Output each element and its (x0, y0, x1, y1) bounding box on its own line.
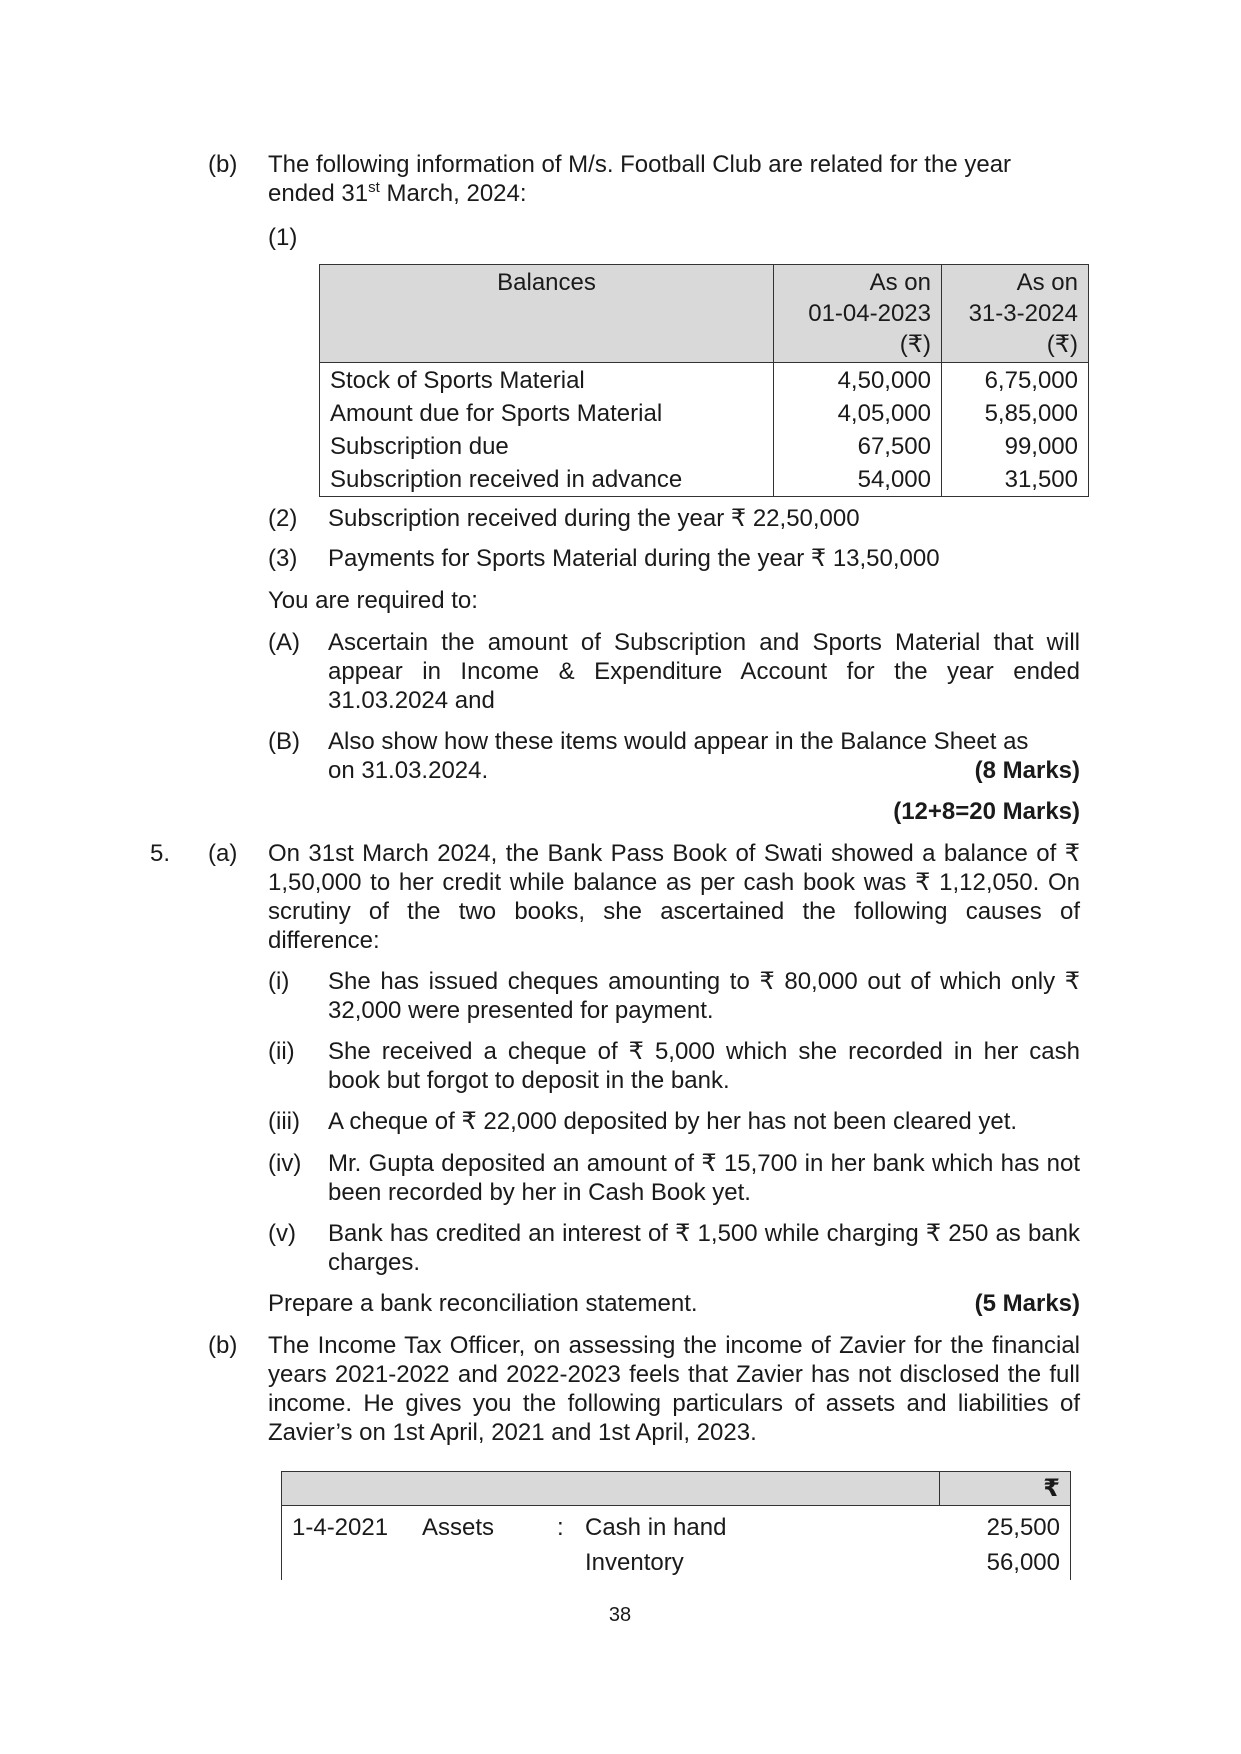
item-A-text: Ascertain the amount of Subscription and Sports Material that will appear in Income & Expenditure Account for the year ended 31.03.2024 and (328, 629, 1080, 714)
q4b-intro-line1: The following information of M/s. Football Club are related for the year (268, 151, 1012, 178)
prepare-text: Prepare a bank reconciliation statement. (268, 1290, 698, 1317)
row-amount: 56,000 (940, 1545, 1071, 1580)
row-colon (547, 1545, 575, 1580)
item-A-label: (A) (268, 629, 300, 656)
q4b-label: (b) (208, 151, 238, 178)
currency-header: ₹ (940, 1472, 1071, 1506)
q4b-marks: (8 Marks) (974, 757, 1080, 784)
row-item: Amount due for Sports Material (320, 397, 774, 430)
list-item-label: (iv) (268, 1150, 302, 1177)
q5b-text: The Income Tax Officer, on assessing the income of Zavier for the financial years 2021-2022 and 2022-2023 feels that Zavier has not disclosed the full income. He gives you the following particulars of assets and liabilities of Zavier’s on 1st April, 2021 and 1st April, 2023. (268, 1332, 1080, 1446)
row-value-2024: 5,85,000 (942, 397, 1089, 430)
table-header-row (282, 1472, 1071, 1506)
blank-header (282, 1472, 940, 1506)
list-item: She received a cheque of ₹ 5,000 which she recorded in her cash book but forgot to deposit in the bank. (328, 1038, 1080, 1094)
item-2-text: Subscription received during the year ₹ 22,50,000 (328, 505, 860, 532)
row-amount: 25,500 (940, 1506, 1071, 1546)
row-item: Subscription due (320, 430, 774, 463)
table-row (320, 363, 1089, 398)
q4-total-marks: (12+8=20 Marks) (893, 798, 1080, 825)
list-item-label: (v) (268, 1220, 296, 1247)
item-2-label: (2) (268, 505, 298, 532)
item-B-line2: on 31.03.2024. (328, 757, 489, 784)
row-date (282, 1545, 413, 1580)
row-date: 1-4-2021 (282, 1506, 413, 1546)
item-1-label: (1) (268, 224, 298, 251)
row-value-2023: 4,05,000 (774, 397, 942, 430)
table-row (320, 463, 1089, 497)
row-type: Assets (422, 1514, 495, 1541)
balances-header: Balances (320, 265, 774, 363)
row-value-2024: 99,000 (942, 430, 1089, 463)
row-item: Inventory (585, 1549, 684, 1576)
row-value-2023: 54,000 (774, 463, 942, 497)
row-value-2024: 31,500 (942, 463, 1089, 497)
list-item: She has issued cheques amounting to ₹ 80,000 out of which only ₹ 32,000 were presented for payment. (328, 968, 1080, 1024)
q4b-intro-line2: ended 31st March, 2024: (268, 179, 527, 207)
row-item: Subscription received in advance (320, 463, 774, 497)
row-value-2024: 6,75,000 (942, 363, 1089, 398)
col-2024-header: As on 31-3-2024 (₹) (942, 265, 1089, 363)
q5b-label: (b) (208, 1332, 238, 1359)
list-item: Mr. Gupta deposited an amount of ₹ 15,700 in her bank which has not been recorded by her in Cash Book yet. (328, 1150, 1080, 1206)
list-item: A cheque of ₹ 22,000 deposited by her has not been cleared yet. (328, 1108, 1018, 1135)
q4b-intro (268, 150, 1080, 179)
item-3-text: Payments for Sports Material during the year ₹ 13,50,000 (328, 545, 940, 572)
row-colon: : (557, 1514, 564, 1541)
question-number: 5. (150, 840, 171, 867)
item-B-line1: Also show how these items would appear in the Balance Sheet as (328, 728, 1029, 755)
table-row (282, 1506, 1071, 1546)
assets-liabilities-table (281, 1471, 1071, 1580)
list-item-label: (iii) (268, 1108, 300, 1135)
q5a-label: (a) (208, 840, 238, 867)
table-header-row (320, 265, 1089, 363)
item-3-label: (3) (268, 545, 298, 572)
row-value-2023: 67,500 (774, 430, 942, 463)
q5a-marks: (5 Marks) (974, 1290, 1080, 1317)
col-2023-header: As on 01-04-2023 (₹) (774, 265, 942, 363)
row-item: Stock of Sports Material (320, 363, 774, 398)
table-row (282, 1545, 1071, 1580)
table-row (320, 397, 1089, 430)
item-B-label: (B) (268, 728, 300, 755)
row-value-2023: 4,50,000 (774, 363, 942, 398)
row-item: Cash in hand (585, 1514, 727, 1541)
balances-table (319, 264, 1089, 497)
page-number: 38 (608, 1604, 632, 1626)
row-type (412, 1545, 547, 1580)
list-item: Bank has credited an interest of ₹ 1,500 while charging ₹ 250 as bank charges. (328, 1220, 1080, 1276)
list-item-label: (ii) (268, 1038, 295, 1065)
required-text: You are required to: (268, 587, 478, 614)
table-row (320, 430, 1089, 463)
q5a-text: On 31st March 2024, the Bank Pass Book of Swati showed a balance of ₹ 1,50,000 to her credit while balance as per cash book was ₹ 1,12,050. On scrutiny of the two books, she ascertained the following causes of difference: (268, 840, 1080, 954)
list-item-label: (i) (268, 968, 290, 995)
